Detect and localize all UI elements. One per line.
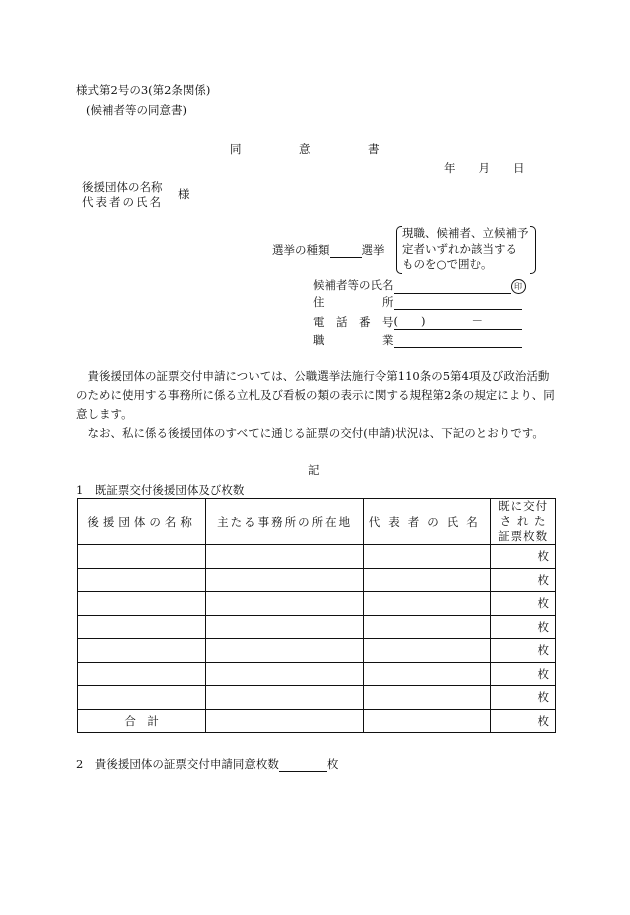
candidate-occupation-blank[interactable] — [394, 335, 522, 348]
seal-icon: 印 — [511, 279, 526, 294]
total-row — [78, 709, 556, 733]
rep-name-cell[interactable] — [364, 568, 491, 592]
rep-name-cell[interactable] — [364, 639, 491, 663]
form-subtitle: (候補者等の同意書) — [86, 103, 187, 117]
rep-name-cell[interactable] — [364, 686, 491, 710]
office-address-cell[interactable] — [206, 639, 364, 663]
org-name-cell[interactable] — [78, 592, 206, 616]
date-field: 年 月 日 — [444, 161, 525, 175]
document-title: 同 意 書 — [230, 142, 380, 156]
header-org-name: 後援団体の名称 — [78, 499, 206, 545]
ki-heading: 記 — [308, 463, 320, 477]
candidate-name-row — [313, 277, 526, 294]
table-row — [78, 615, 556, 639]
rep-name-cell[interactable] — [364, 662, 491, 686]
header-office-address: 主たる事務所の所在地 — [206, 499, 364, 545]
count-cell[interactable]: 枚 — [491, 662, 556, 686]
table-header-row — [78, 499, 556, 545]
office-address-cell[interactable] — [206, 662, 364, 686]
org-name-cell[interactable] — [78, 686, 206, 710]
candidate-phone-row — [313, 313, 522, 330]
header-rep-name: 代表者の氏名 — [364, 499, 491, 545]
total-address-cell — [206, 709, 364, 733]
candidate-name-label: 候補者等の氏名 — [313, 278, 394, 292]
issued-certificates-table — [77, 498, 556, 733]
rep-name-cell[interactable] — [364, 545, 491, 569]
candidate-name-blank[interactable] — [394, 281, 511, 294]
election-note-line: 定者いずれか該当する — [402, 241, 517, 256]
org-name-cell[interactable] — [78, 662, 206, 686]
election-type-label: 選挙の種類 — [272, 243, 330, 257]
org-name-cell[interactable] — [78, 639, 206, 663]
rep-name-cell[interactable] — [364, 615, 491, 639]
total-count-cell[interactable]: 枚 — [491, 709, 556, 733]
org-name-cell[interactable] — [78, 545, 206, 569]
candidate-phone-label: 電 話 番 号 — [313, 315, 394, 329]
office-address-cell[interactable] — [206, 686, 364, 710]
consent-paragraph: 貴後援団体の証票交付申請については、公職選挙法施行令第110条の5第4項及び政治活動のために使用する事務所に係る立札及び看板の類の表示に関する規程第2条の規定により、同意します。 — [76, 369, 555, 421]
table-row — [78, 686, 556, 710]
section2-title: 2 貴後援団体の証票交付申請同意枚数 — [76, 757, 279, 771]
total-label: 合 計 — [78, 709, 206, 733]
election-type-row — [272, 242, 385, 258]
section1-title: 1 既証票交付後援団体及び枚数 — [76, 483, 245, 497]
org-name-cell[interactable] — [78, 568, 206, 592]
count-cell[interactable]: 枚 — [491, 639, 556, 663]
honorific-sama: 様 — [178, 187, 190, 201]
election-type-blank[interactable] — [330, 245, 362, 258]
org-name-cell[interactable] — [78, 615, 206, 639]
rep-name-cell[interactable] — [364, 592, 491, 616]
candidate-address-blank[interactable] — [394, 297, 522, 310]
election-label: 選挙 — [361, 243, 385, 257]
office-address-cell[interactable] — [206, 545, 364, 569]
section2-unit: 枚 — [326, 757, 339, 771]
addressee-rep-label: 代表者の氏名 — [82, 195, 163, 209]
candidate-address-label: 住 所 — [313, 295, 394, 309]
count-cell[interactable]: 枚 — [491, 615, 556, 639]
consent-count-blank[interactable] — [279, 759, 327, 772]
candidate-occupation-label: 職 業 — [313, 333, 394, 347]
table-row — [78, 592, 556, 616]
addressee-block — [82, 180, 163, 210]
election-note-line: 現職、候補者、立候補予 — [402, 226, 529, 240]
office-address-cell[interactable] — [206, 592, 364, 616]
election-note-bracket — [396, 226, 536, 272]
status-paragraph: なお、私に係る後援団体のすべてに通じる証票の交付(申請)状況は、下記のとおりです。 — [76, 426, 544, 440]
table-row — [78, 545, 556, 569]
election-note-line: ものを○で囲む。 — [402, 257, 493, 271]
count-cell[interactable]: 枚 — [491, 686, 556, 710]
office-address-cell[interactable] — [206, 568, 364, 592]
candidate-occupation-row — [313, 332, 522, 348]
office-address-cell[interactable] — [206, 615, 364, 639]
table-row — [78, 662, 556, 686]
addressee-name-label: 後援団体の名称 — [82, 180, 163, 194]
table-row — [78, 639, 556, 663]
candidate-phone-field[interactable]: ( ) － — [394, 313, 522, 330]
total-rep-cell — [364, 709, 491, 733]
count-cell[interactable]: 枚 — [491, 592, 556, 616]
table-row — [78, 568, 556, 592]
candidate-address-row — [313, 294, 522, 310]
count-cell[interactable]: 枚 — [491, 568, 556, 592]
section2-row — [76, 756, 338, 772]
count-cell[interactable]: 枚 — [491, 545, 556, 569]
header-issued-count: 既に交付 さ れ た 証票枚数 — [491, 499, 556, 545]
form-number: 様式第2号の3(第2条関係) — [76, 83, 211, 97]
